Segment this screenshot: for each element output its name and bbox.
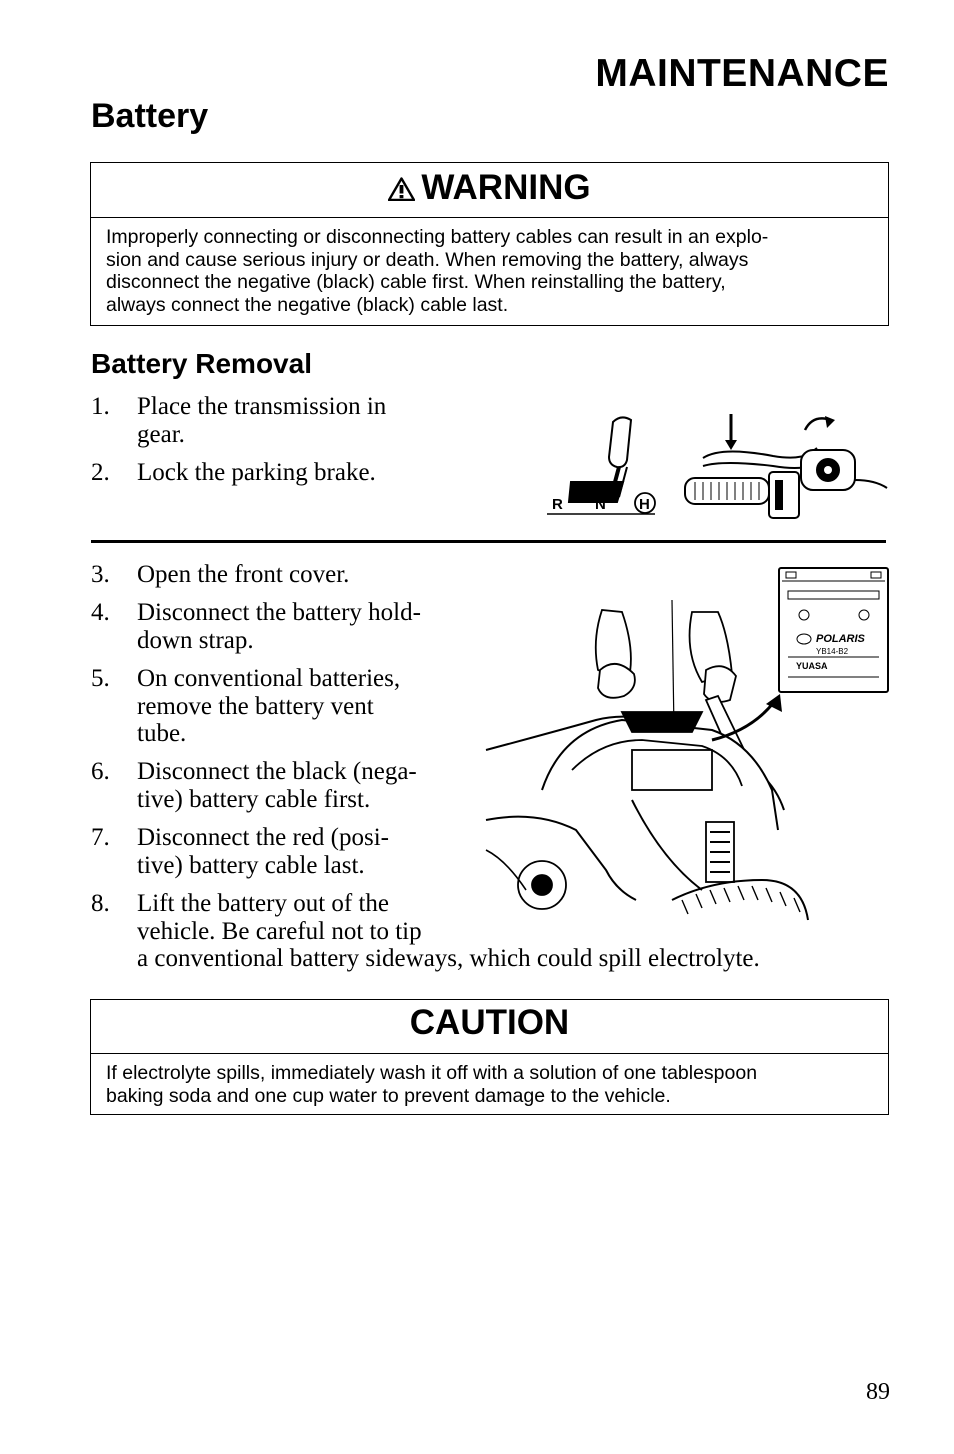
battery-label-graphic xyxy=(780,569,887,691)
list-item xyxy=(91,758,417,813)
step-line: down strap. xyxy=(137,626,254,654)
caution-text xyxy=(91,1054,888,1116)
step-line: Lift the battery out of the xyxy=(137,890,390,917)
warning-text xyxy=(91,218,888,325)
step-line: Open the front cover. xyxy=(137,561,350,588)
step-number: 4. xyxy=(91,599,110,626)
step-line: Disconnect the battery hold- xyxy=(137,599,421,626)
warning-title: WARNING xyxy=(421,168,591,207)
warning-line: sion and cause serious injury or death. When removing the battery, always xyxy=(106,248,749,271)
step-line: gear. xyxy=(137,420,185,448)
warning-line: always connect the negative (black) cable last. xyxy=(106,293,509,316)
list-item xyxy=(91,824,389,879)
step-line: tube. xyxy=(137,720,187,747)
battery-maker: YUASA xyxy=(796,661,828,671)
gear-label-reverse: R xyxy=(552,496,563,513)
warning-line: disconnect the negative (black) cable first. When reinstalling the battery, xyxy=(106,271,726,293)
step-line: Place the transmission in xyxy=(137,393,387,420)
step-line: Disconnect the red (posi- xyxy=(137,824,390,851)
warning-header xyxy=(91,163,888,218)
battery-brand: POLARIS xyxy=(816,633,865,645)
step-number: 7. xyxy=(91,824,110,851)
section-title: MAINTENANCE xyxy=(595,52,889,95)
list-item xyxy=(91,599,421,654)
step-line: tive) battery cable last. xyxy=(137,851,365,879)
step-number: 3. xyxy=(91,561,110,588)
step-number: 1. xyxy=(91,393,110,420)
step-line: vehicle. Be careful not to tip xyxy=(137,917,422,945)
battery-label-inset xyxy=(778,567,889,693)
sub-heading: Battery Removal xyxy=(91,348,312,379)
warning-box xyxy=(90,162,889,326)
caution-title: CAUTION xyxy=(91,1000,888,1054)
caution-line: baking soda and one cup water to prevent damage to the vehicle. xyxy=(106,1084,671,1107)
page-heading: Battery xyxy=(91,97,209,135)
step-line: tive) battery cable first. xyxy=(137,785,371,813)
step-number: 6. xyxy=(91,758,110,785)
step-line: remove the battery vent xyxy=(137,692,374,720)
step-line: On conventional batteries, xyxy=(137,665,401,692)
page-number: 89 xyxy=(866,1379,890,1405)
list-item xyxy=(91,459,376,487)
battery-model: YB14-B2 xyxy=(816,647,849,656)
gear-label-neutral: N xyxy=(595,496,606,513)
step-number: 8. xyxy=(91,890,110,917)
caution-line: If electrolyte spills, immediately wash it off with a solution of one tablespoon xyxy=(106,1062,758,1084)
step-line: a conventional battery sideways, which could spill electrolyte. xyxy=(137,945,760,972)
step-number: 5. xyxy=(91,665,110,692)
step-number: 2. xyxy=(91,459,110,486)
gear-label-high: H xyxy=(639,496,650,513)
caution-box xyxy=(90,999,889,1115)
step-line: Disconnect the black (nega- xyxy=(137,758,417,785)
list-item xyxy=(91,393,386,448)
section-divider xyxy=(91,540,886,543)
warning-line: Improperly connecting or disconnecting battery cables can result in an explo- xyxy=(106,226,769,248)
list-item xyxy=(91,561,349,589)
list-item xyxy=(91,665,400,748)
warning-triangle-icon xyxy=(388,177,415,201)
step-line: Lock the parking brake. xyxy=(137,459,376,486)
atv-battery-illustration xyxy=(482,600,812,925)
